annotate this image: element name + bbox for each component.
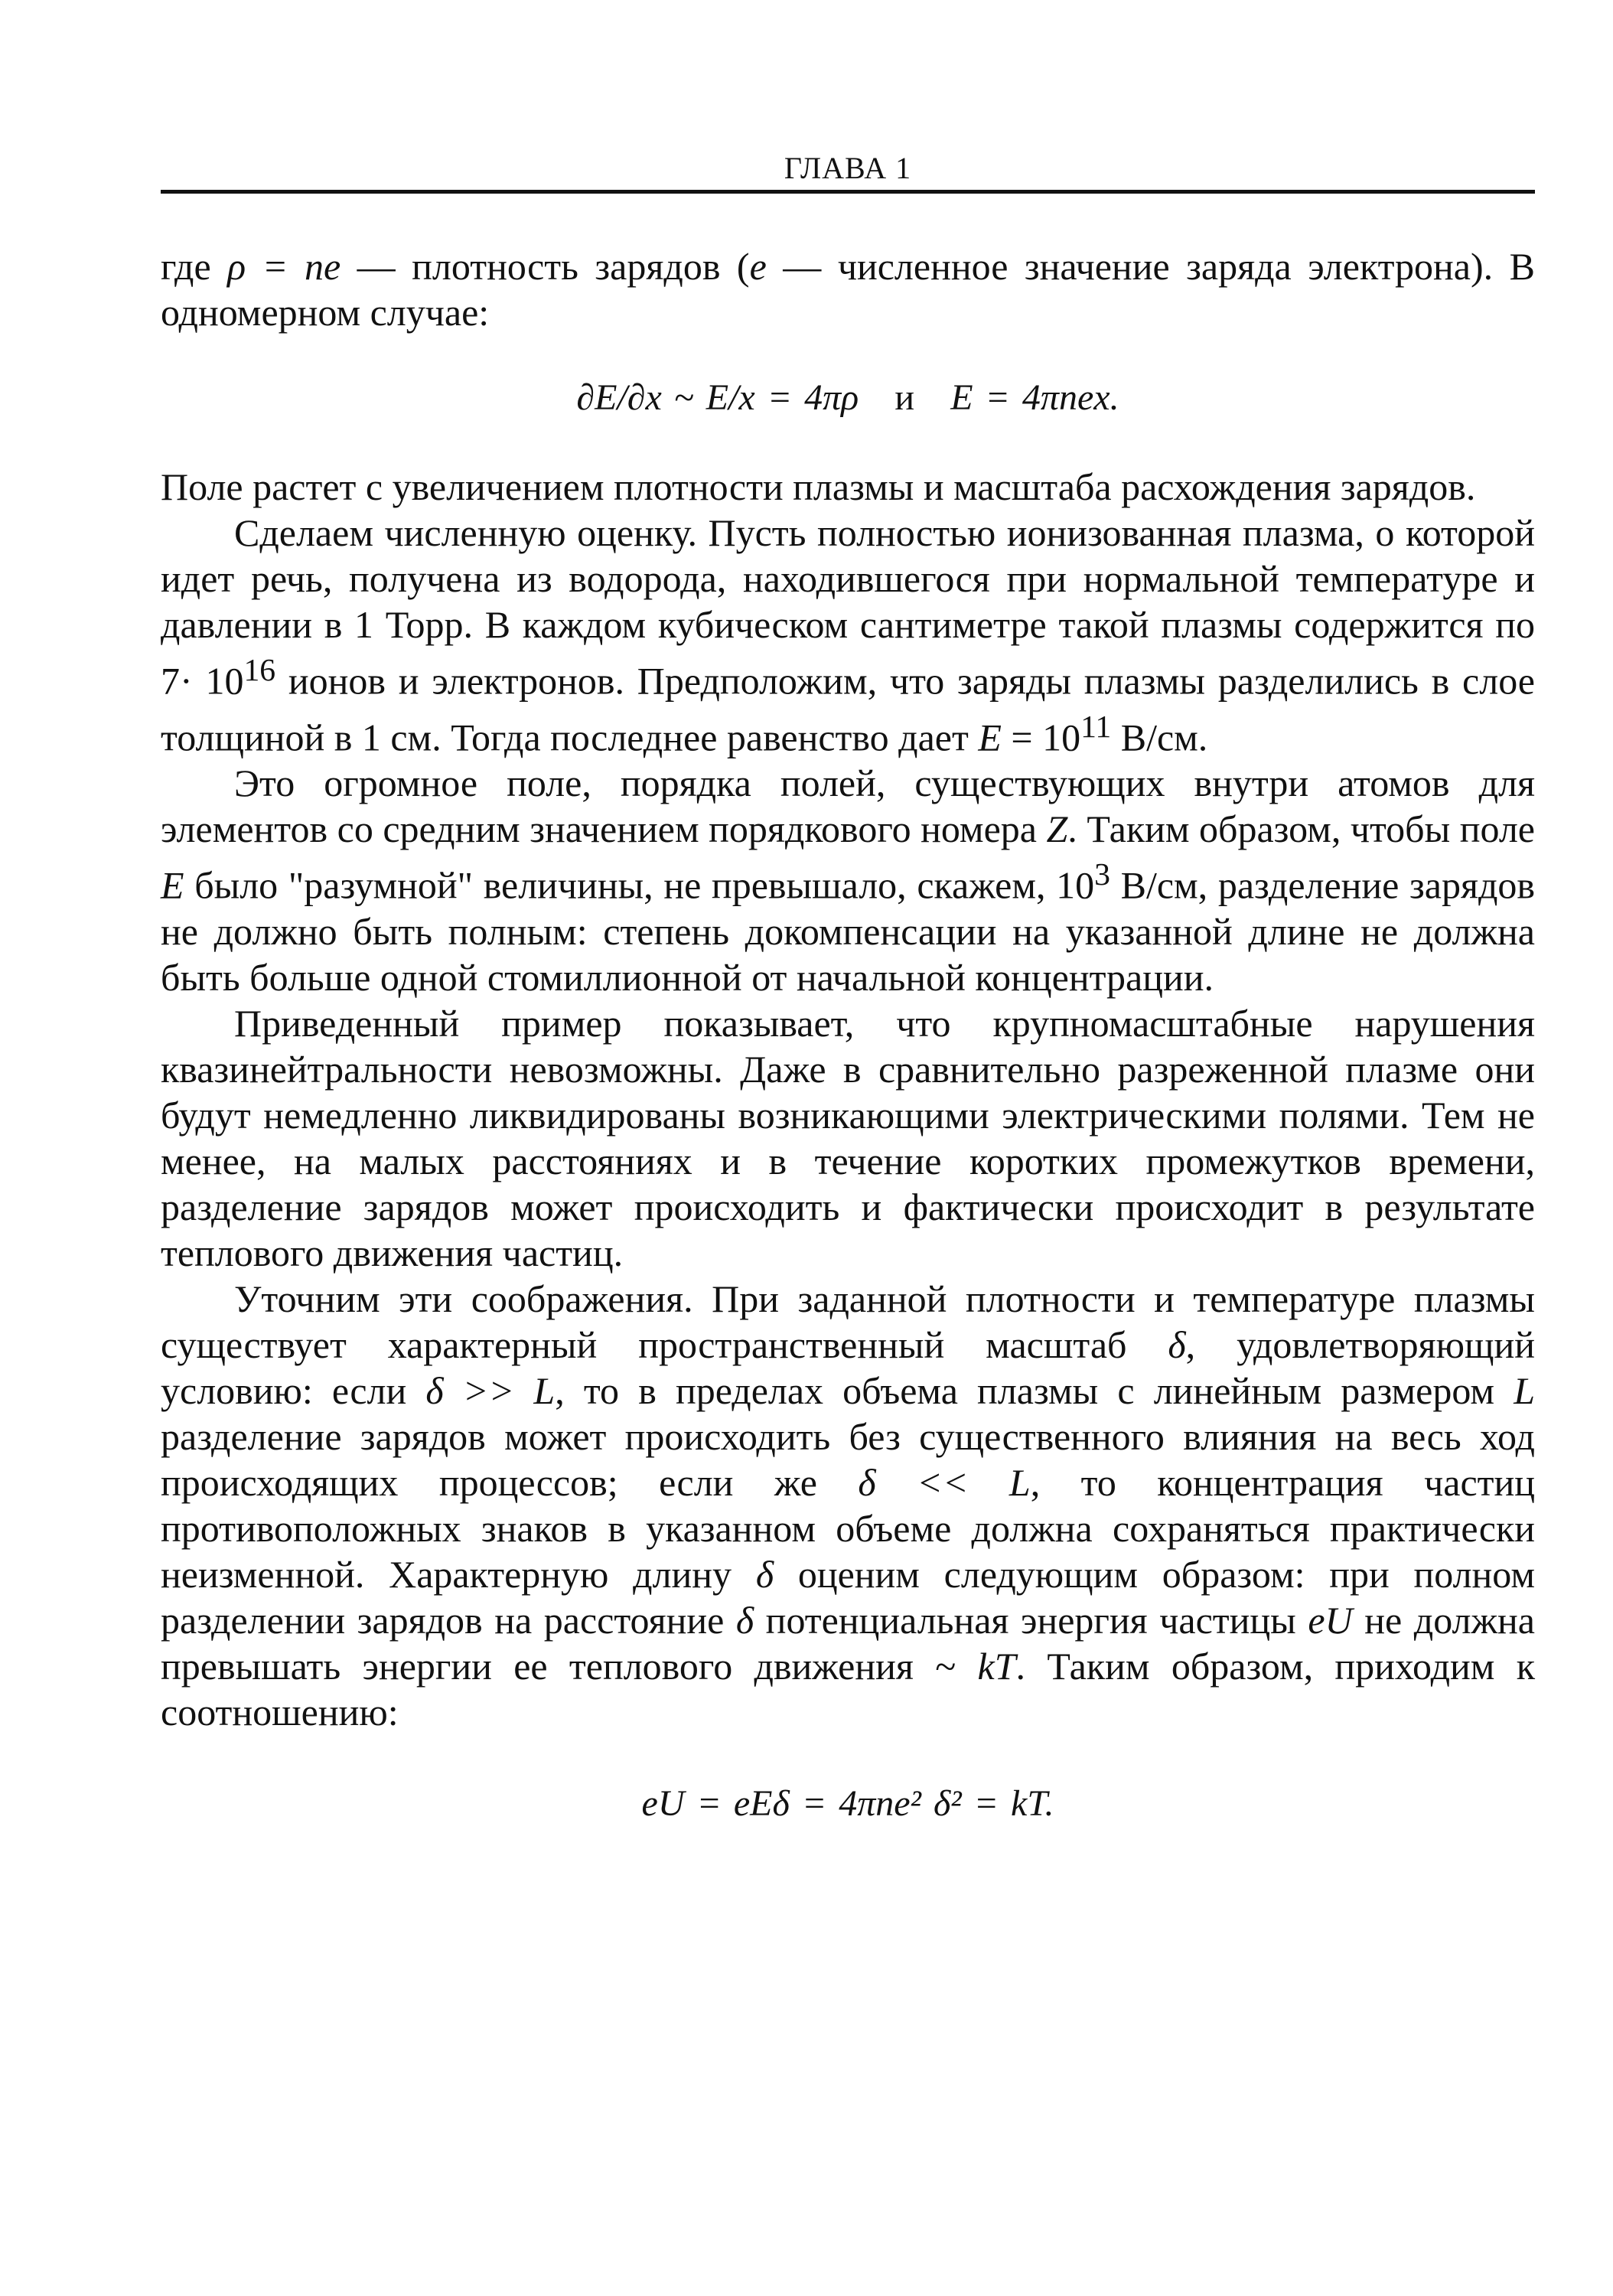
exponent-3: 3 xyxy=(1094,857,1110,893)
paragraph-quasineutrality: Приведенный пример показывает, что крупномасштабные нарушения квазинейтральности невозможны. Даже в сравнительно разреженной плазме они будут немедленно ликвидированы возникающими электрическими полями. Тем не менее, на малых расстояниях и в течение коротких промежутков времени, разделение зарядов может происходить и фактически происходит в результате теплового движения частиц. xyxy=(161,1001,1535,1274)
header-rule xyxy=(161,190,1535,194)
intro-paragraph xyxy=(161,243,1535,335)
formula-energy: eU = eEδ = 4πne² δ² = kT. xyxy=(641,1782,1054,1824)
chapter-header: ГЛАВА 1 xyxy=(784,151,912,185)
formula-and: и xyxy=(894,377,915,418)
exponent-11: 11 xyxy=(1080,709,1112,745)
intro-where: где xyxy=(161,245,228,288)
page-body xyxy=(161,243,1535,1870)
formula-field-value: E = 4πnex. xyxy=(950,377,1119,418)
intro-text-2: — численное значение заряда электрона). В одномерном случае: xyxy=(161,245,1536,334)
paragraph-huge-field: Это огромное поле, порядка полей, существующих внутри атомов для элементов со средним значением порядкового номера Z. Таким образом, чтобы поле E было "разумной" величины, не превышало, скажем, $10^3$ В/см, разделение зарядов не должно быть полным: степень докомпенсации на указанной длине не должна быть больше одной стомиллионной от начальной концентрации. xyxy=(161,762,1535,999)
rho-definition: ρ = ne xyxy=(227,245,341,288)
formula-field xyxy=(161,375,1535,421)
intro-text: — плотность зарядов ( xyxy=(341,245,750,288)
exponent-16: 16 xyxy=(243,653,276,688)
paragraph-numeric-estimate: Сделаем численную оценку. Пусть полностью ионизованная плазма, о которой идет речь, получена из водорода, находившегося при нормальной температуре и давлении в 1 Торр. В каждом кубическом сантиметре такой плазмы содержится по $7\cdot 10^{16}$ ионов и электронов. Предположим, что заряды плазмы разделились в слое толщиной в 1 см. Тогда последнее равенство дает $E = 10^{11}$ В/см. xyxy=(161,511,1535,759)
paragraph-characteristic-scale: Уточним эти соображения. При заданной плотности и температуре плазмы существует характерный пространственный масштаб δ, удовлетворяющий условию: если δ >> L, то в пределах объема плазмы с линейным размером L разделение зарядов может происходить без существенного влияния на весь ход происходящих процессов; если же δ << L, то концентрация частиц противоположных знаков в указанном объеме должна сохраняться практически неизменной. Характерную длину δ оценим следующим образом: при полном разделении зарядов на расстояние δ потенциальная энергия частицы eU не должна превышать энергии ее теплового движения ~ kT. Таким образом, приходим к соотношению: xyxy=(161,1277,1536,1733)
formula-gradient: ∂E/∂x ~ E/x = 4πρ xyxy=(576,377,859,418)
condition-large: δ >> L xyxy=(425,1368,556,1412)
paragraph-field-growth: Поле растет с увеличением плотности плазмы и масштаба расхождения зарядов. xyxy=(161,465,1476,508)
e-symbol: e xyxy=(749,245,767,288)
condition-small: δ << L xyxy=(858,1460,1031,1504)
